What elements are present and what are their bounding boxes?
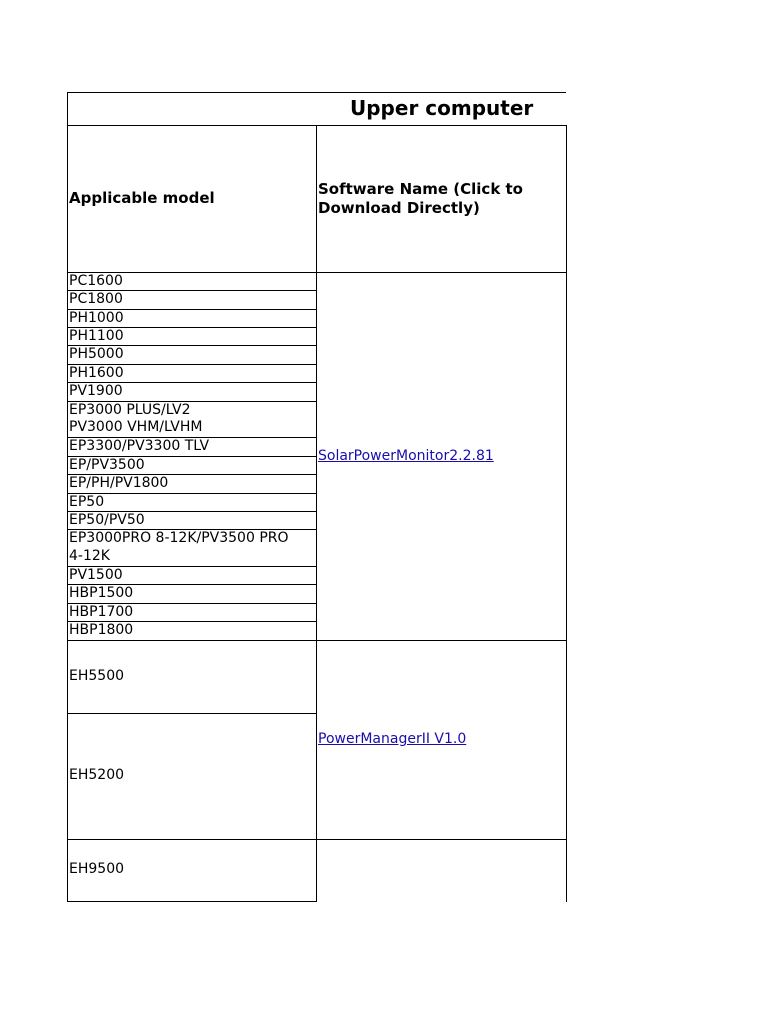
model-cell: HBP1800	[69, 622, 134, 638]
software-name-header-line1: Software Name (Click to	[318, 180, 523, 198]
grid-line	[566, 125, 567, 902]
grid-line	[67, 839, 567, 840]
model-cell: HBP1700	[69, 604, 134, 620]
model-cell: EP/PV3500	[69, 457, 145, 473]
power-manager-download-link[interactable]: PowerManagerII V1.0	[318, 731, 467, 747]
grid-line	[67, 713, 317, 714]
model-cell: EP/PH/PV1800	[69, 475, 169, 491]
model-cell: PH1000	[69, 310, 124, 326]
model-cell: EH5200	[69, 767, 125, 783]
model-cell: PH1600	[69, 365, 124, 381]
grid-line	[67, 493, 317, 494]
model-cell: EP3300/PV3300 TLV	[69, 438, 210, 454]
applicable-model-header: Applicable model	[69, 189, 215, 207]
grid-line	[67, 92, 566, 93]
model-cell: EH5500	[69, 668, 125, 684]
model-cell: PH5000	[69, 346, 124, 362]
software-name-header-line2: Download Directly)	[318, 199, 480, 217]
model-cell: EP50/PV50	[69, 512, 145, 528]
model-cell: PC1800	[69, 291, 123, 307]
model-cell: HBP1500	[69, 585, 134, 601]
model-cell: PC1600	[69, 273, 123, 289]
grid-line	[67, 272, 567, 273]
grid-line	[67, 901, 317, 902]
model-cell: PH1100	[69, 328, 124, 344]
model-cell: 4-12K	[69, 548, 110, 564]
solar-power-monitor-download-link[interactable]: SolarPowerMonitor2.2.81	[318, 448, 494, 464]
table-title: Upper computer	[350, 96, 534, 120]
model-cell: PV3000 VHM/LVHM	[69, 419, 203, 435]
grid-line	[316, 125, 317, 902]
model-cell: PV1500	[69, 567, 123, 583]
model-cell: EP50	[69, 494, 105, 510]
grid-line	[67, 640, 567, 641]
grid-line	[67, 92, 68, 902]
model-cell: EP3000PRO 8-12K/PV3500 PRO	[69, 530, 289, 546]
model-cell: PV1900	[69, 383, 123, 399]
model-cell: EP3000 PLUS/LV2	[69, 402, 191, 418]
grid-line	[67, 125, 567, 126]
model-cell: EH9500	[69, 861, 125, 877]
